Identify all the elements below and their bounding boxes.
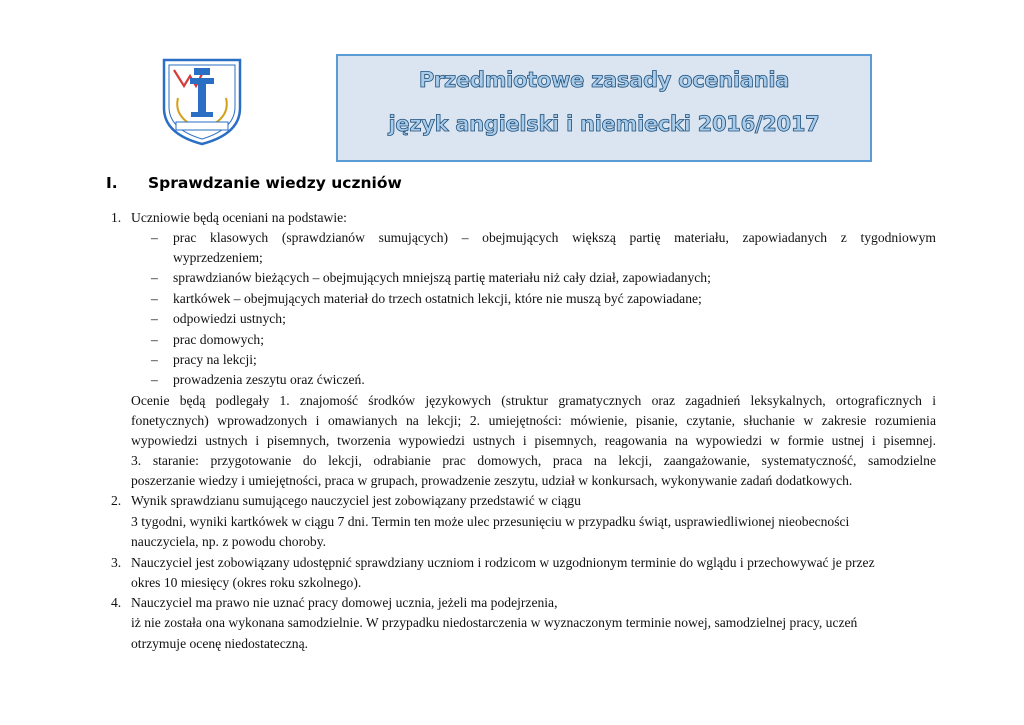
paragraph-line: fonetycznych) wprowadzonych i omawianych na lekcji; 2. umiejętności: mówienie, pisanie, czytanie, słuchanie w zakresie rozumienia (131, 413, 936, 428)
bullet-dash: – (151, 230, 158, 245)
bullet-text: sprawdzianów bieżących – obejmujących mniejszą partię materiału niż cały dział, zapowiadanych; (173, 270, 711, 285)
list-item-4-line: otrzymuje ocenę niedostateczną. (131, 636, 309, 651)
list-item-4-line: iż nie została ona wykonana samodzielnie. W przypadku niedostarczenia w wyznaczonym terminie nowej, samodzielnej pracy, uczeń (131, 615, 858, 630)
bullet-text: wyprzedzeniem; (173, 250, 263, 265)
bullet-dash: – (151, 332, 158, 347)
list-number-1: 1. (111, 210, 122, 225)
list-item-4-line: Nauczyciel ma prawo nie uznać pracy domowej ucznia, jeżeli ma podejrzenia, (131, 595, 558, 610)
document-subtitle: język angielski i niemiecki 2016/2017 (388, 112, 820, 136)
school-emblem-icon (160, 56, 244, 146)
list-item-2-line: nauczyciela, np. z powodu choroby. (131, 534, 327, 549)
bullet-dash: – (151, 270, 158, 285)
section-heading (106, 174, 402, 192)
bullet-text: prac klasowych (sprawdzianów sumujących) – obejmujących większą partię materiału, zapowiadanych z tygodniowym (173, 230, 936, 245)
bullet-text: prac domowych; (173, 332, 264, 347)
title-box (336, 54, 872, 162)
paragraph-line: poszerzanie wiedzy i umiejętności, praca w grupach, prowadzenie zeszytu, udział w konkursach, wykonywanie zadań dodatkowych. (131, 473, 853, 488)
list-number-2: 2. (111, 493, 122, 508)
list-item-2-line: 3 tygodni, wyniki kartkówek w ciągu 7 dni. Termin ten może ulec przesunięciu w przypadku świąt, usprawiedliwionej nieobecności (131, 514, 850, 529)
list-number-3: 3. (111, 555, 122, 570)
bullet-dash: – (151, 291, 158, 306)
list-item-3-line: okres 10 miesięcy (okres roku szkolnego). (131, 575, 362, 590)
paragraph-line: 3. staranie: przygotowanie do lekcji, odrabianie prac domowych, praca na lekcji, zaangażowanie, systematyczność, samodzielne (131, 453, 936, 468)
paragraph-line: wypowiedzi ustnych i pisemnych, tworzenia wypowiedzi ustnych i pisemnych, reagowania na wypowiedzi w formie ustnej i pisemnej. (131, 433, 936, 448)
school-logo (160, 56, 244, 146)
bullet-text: odpowiedzi ustnych; (173, 311, 286, 326)
bullet-dash: – (151, 352, 158, 367)
section-title: Sprawdzanie wiedzy uczniów (148, 174, 402, 192)
section-number: I. (106, 174, 118, 192)
bullet-text: kartkówek – obejmujących materiał do trzech ostatnich lekcji, które nie muszą być zapowiadane; (173, 291, 702, 306)
list-item-3-line: Nauczyciel jest zobowiązany udostępnić sprawdziany uczniom i rodzicom w uzgodnionym terminie do wglądu i przechowywać je przez (131, 555, 875, 570)
bullet-text: pracy na lekcji; (173, 352, 257, 367)
bullet-dash: – (151, 311, 158, 326)
list-number-4: 4. (111, 595, 122, 610)
list-item-2-line: Wynik sprawdzianu sumującego nauczyciel jest zobowiązany przedstawić w ciągu (131, 493, 581, 508)
list-item-1-intro: Uczniowie będą oceniani na podstawie: (131, 210, 347, 225)
paragraph-line: Ocenie będą podlegały 1. znajomość środków językowych (struktur gramatycznych oraz zagadnień leksykalnych, ortograficznych i (131, 393, 936, 408)
bullet-text: prowadzenia zeszytu oraz ćwiczeń. (173, 372, 365, 387)
document-title: Przedmiotowe zasady oceniania (418, 68, 790, 92)
bullet-dash: – (151, 372, 158, 387)
